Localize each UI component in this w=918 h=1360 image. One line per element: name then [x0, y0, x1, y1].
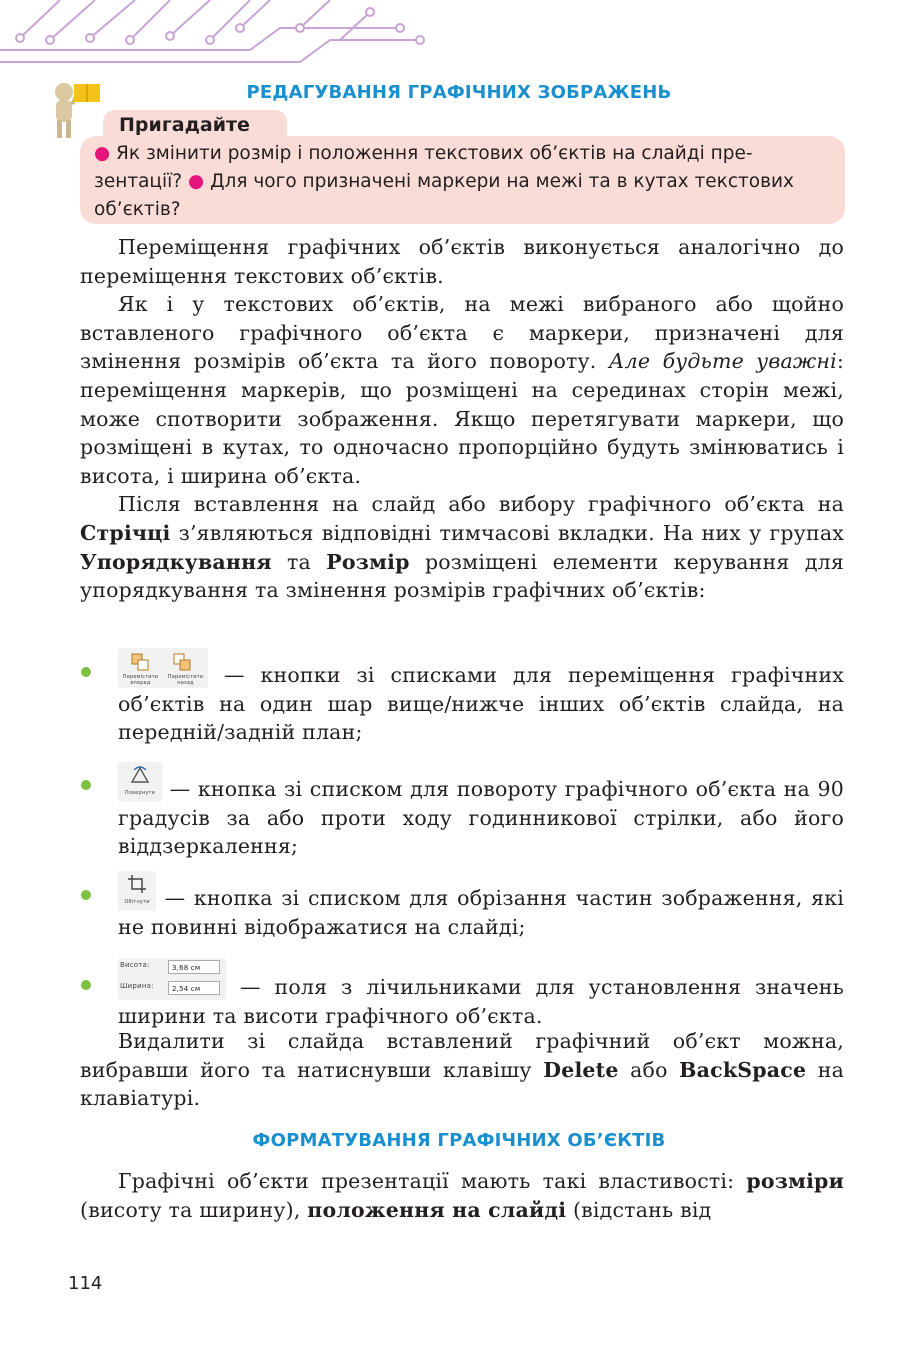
width-label: Ширина: — [120, 982, 154, 990]
width-stepper[interactable]: 2,54 см — [168, 981, 220, 995]
rotate-button-icon: Повернути — [118, 762, 162, 802]
section2-paragraph: Графічні об’єкти презентації мають такі властивості: розміри (висоту та ширину), положення на слайді (відстань від — [80, 1169, 844, 1222]
section2-title: ФОРМАТУВАННЯ ГРАФІЧНИХ ОБ’ЄКТІВ — [252, 1130, 666, 1151]
height-label: Висота: — [120, 961, 150, 969]
bullet-dot-icon — [81, 890, 91, 900]
bring-send-buttons-icon: Перемістити вперед Перемістити назад — [118, 648, 208, 688]
bullet-dot-icon: ● — [188, 171, 205, 192]
recall-label: Пригадайте — [103, 110, 287, 150]
bullet-dot-icon: ● — [94, 143, 111, 164]
bullet-dot-icon — [81, 667, 91, 677]
recall-question-2: Для чого призначені маркери на межі та в кутах текстових об’єктів? — [94, 171, 794, 220]
bullet-item-1: Перемістити вперед Перемістити назад — кнопки зі списками для переміщення графічних об’єктів на один шар вище/нижче інших об’єктів слайда, на передній/задній план; — [118, 648, 844, 747]
paragraph-1: Переміщення графічних об’єктів виконується аналогічно до переміщення текстових об’єктів. — [80, 235, 844, 288]
size-fields-icon — [118, 958, 226, 1000]
height-stepper[interactable]: 3,68 см — [168, 960, 220, 974]
crop-button-icon: Обітнути — [118, 871, 156, 911]
delete-paragraph: Видалити зі слайда вставлений графічний об’єкт можна, вибравши його та натиснувши клавішу Delete або BackSpace на клавіатурі. — [80, 1029, 844, 1111]
bullet-item-2: Повернути — кнопка зі списком для повороту графічного об’єкта на 90 градусів за або проти ходу годинникової стрілки, або його віддзеркалення; — [118, 762, 844, 861]
recall-box — [80, 136, 845, 224]
bullet-item-4: Висота: 3,68 см Ширина: 2,54 см — поля з лічильниками для установлення значень ширини та висоти графічного об’єкта. — [118, 958, 844, 1030]
paragraph-2: Як і у текстових об’єктів, на межі вибраного або щойно вставленого графічного об’єкта є маркери, призначені для змінення розмірів об’єкта та його повороту. Але будьте уважні: переміщення маркерів, що розміщені на серединах сторін межі, може спотворити зображення. Якщо перетягувати маркери, що розміщені в кутах, то одночасно пропорційно будуть змінюватись і висота, і ширина об’єкта. — [80, 292, 844, 488]
bullet-dot-icon — [81, 980, 91, 990]
bullet-item-3: Обітнути — кнопка зі списком для обрізання частин зображення, які не повинні відображатися на слайді; — [118, 871, 844, 941]
section-title: РЕДАГУВАННЯ ГРАФІЧНИХ ЗОБРАЖЕНЬ — [246, 82, 672, 103]
page-number: 114 — [68, 1273, 103, 1294]
circuit-decoration — [0, 0, 430, 70]
paragraph-3: Після вставлення на слайд або вибору графічного об’єкта на Стрічці з’являються відповідні тимчасові вкладки. На них у групах Упорядкування та Розмір розміщені елементи керування для упорядкування та змінення розмірів графічних об’єктів: — [80, 492, 845, 603]
body-text — [80, 233, 844, 605]
recall-question-1: Як змінити розмір і положення текстових об’єктів на слайді пре-зентації? — [94, 143, 753, 192]
bullet-dot-icon — [81, 780, 91, 790]
